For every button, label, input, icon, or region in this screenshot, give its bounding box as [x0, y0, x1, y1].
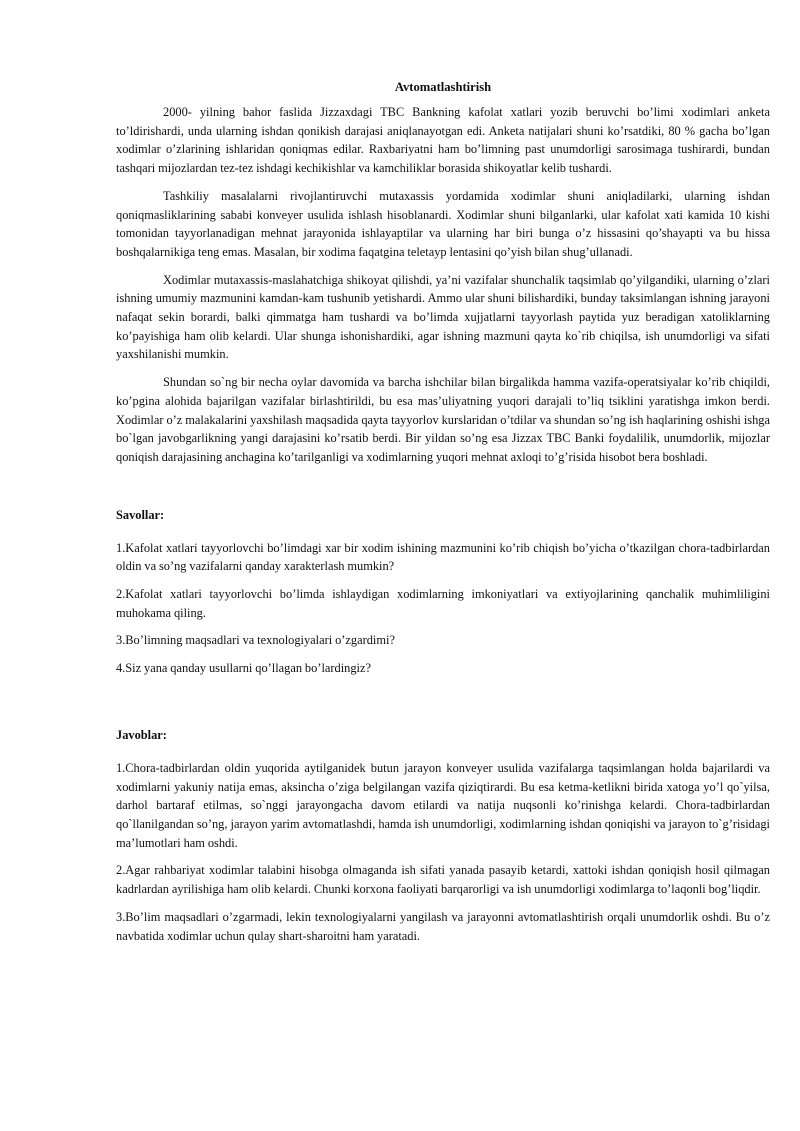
spacer — [116, 687, 770, 726]
questions-heading: Savollar: — [116, 507, 165, 522]
body-paragraph: Tashkiliy masalalarni rivojlantiruvchi mutaxassis yordamida xodimlar shuni aniqladilarki, ularning ishdan qoniqmasliklarining sababi konveyer usulida ishlash hisoblanardi. Xodimlar shuni bilganlarki, ular kafolat xati kamida 10 kishi tomonidan tayyorlanadigan mehnat jarayonida ishlayaptilar va ularning har biri bunga o’z hissasini qo’shayapti va bu hissa boshqalarnikiga teng emas. Masalan, bir xodima faqatgina teletayp lentasini qo’yish bilan shug’ullanadi. — [116, 188, 770, 259]
question-item: 3.Bo’limning maqsadlari va texnologiyalari o’zgardimi? — [116, 633, 395, 648]
document-title: Avtomatlashtirish — [394, 80, 492, 94]
spacer — [116, 744, 770, 759]
answer-item: 3.Bo’lim maqsadlari o’zgarmadi, lekin texnologiyalarni yangilash va jarayonni avtomatlashtirish orqali unumdorlik oshdi. Bu o’z navbatida xodimlar uchun qulay shart-sharoitni ham yaratadi. — [116, 909, 770, 943]
body-paragraph: Shundan so`ng bir necha oylar davomida va barcha ishchilar bilan birgalikda hamma vazifa-operatsiyalar ko’rib chiqildi, ko’pgina alohida bajarilgan vazifalar birlashtirildi, bu esa mas’uliyatning yuqori darajali to’liq tsiklini yaratishga imkon berdi. Xodimlar o’z malakalarini yaxshilash maqsadida qayta tayyorlov kurslaridan o’tdilar va shundan so’ng ish haqlarining oshishi ishga bo`lgan javobgarlikning yangi darajasini ko’rsatib berdi. Bir yildan so’ng esa Jizzax TBC Banki foydalilik, unumdorlik, mijozlar qoniqish darajasining anchagina ko’tarilganligi va xodimlarning yuqori mehnat axloqi to’g’risida hisobot bera boshladi. — [116, 375, 770, 464]
answers-heading: Javoblar: — [116, 727, 167, 742]
spacer — [116, 524, 770, 539]
document-page — [116, 78, 770, 954]
question-item: 1.Kafolat xatlari tayyorlovchi bo’limdagi xar bir xodim ishining mazmunini ko’rib chiqish bo’yicha o’tkazilgan chora-tadbirlardan oldin va so’ng vazifalarni qanday xarakterlash mumkin? — [116, 540, 770, 574]
answer-item: 1.Chora-tadbirlardan oldin yuqorida aytilganidek butun jarayon konveyer usulida vazifalarga taqsimlangan holda bajarilardi va xodimlarni yakuniy natija emas, aksincha o’ziga belgilangan vazifa qiziqtirardi. Bu esa ketma-ketlikni birida xatoga yo’l qo`yilsa, darhol bartaraf etilmas, so`nggi jarayongacha davom etilardi va natija nuqsonli ko’rinishga kelardi. Chora-tadbirlardan qo`llanilgandan so’ng, jarayon yarim avtomatlashdi, hamda ish unumdorligi, xodimlarning ishdan qoniqishi va jarayon to`g’risidagi ma’lumotlari ham oshdi. — [116, 760, 770, 850]
spacer — [116, 476, 770, 506]
body-paragraph: 2000- yilning bahor faslida Jizzaxdagi TBC Bankning kafolat xatlari yozib beruvchi bo’limi xodimlari anketa to’ldirishardi, unda ularning ishdan qonikish darajasi aniqlanayotgan edi. Anketa natijalari shuni ko’rsatdiki, 80 % gacha bo’lgan xodimlar o’zlarining ishlaridan qoniqmas edilar. Raxbariyatni ham bo’limning past unumdorligi sarosimaga tushirardi, bundan tashqari mijozlardan tez-tez ishdagi kechikishlar va kamchiliklar borasida shikoyatlar kelib tushardi. — [116, 105, 770, 176]
body-paragraph: Xodimlar mutaxassis-maslahatchiga shikoyat qilishdi, ya’ni vazifalar shunchalik taqsimlab qo’yilgandiki, ularning o’zlari ishning umumiy mazmunini kamdan-kam tushunib yetishardi. Ammo ular shuni bilishardiki, bunday taksimlangan ishning jarayoni nafaqat sekin borardi, balki qimmatga ham tushardi va bo’limda xujjatlarni tayyorlash paytida yuz beradigan xatoliklarning ko’payishiga ham olib kelardi. Ular shunga ishonishardiki, agar ishning mazmuni qayta ko`rib chiqilsa, ish unumdorligi va sifati yaxshilanishi mumkin. — [116, 272, 770, 362]
question-item: 4.Siz yana qanday usullarni qo’llagan bo’lardingiz? — [116, 661, 371, 676]
answer-item: 2.Agar rahbariyat xodimlar talabini hisobga olmaganda ish sifati yanada pasayib ketardi, xattoki ishdan qoniqish hosil qilmagan kadrlardan ayrilishiga ham olib kelardi. Chunki korxona faoliyati barqarorligi va ish unumdorligi xodimlarga to’laqonli bog’liqdir. — [116, 863, 770, 897]
question-item: 2.Kafolat xatlari tayyorlovchi bo’limda ishlaydigan xodimlarning imkoniyatlari va extiyojlarining qanchalik muhimliligini muhokama qiling. — [116, 587, 770, 620]
